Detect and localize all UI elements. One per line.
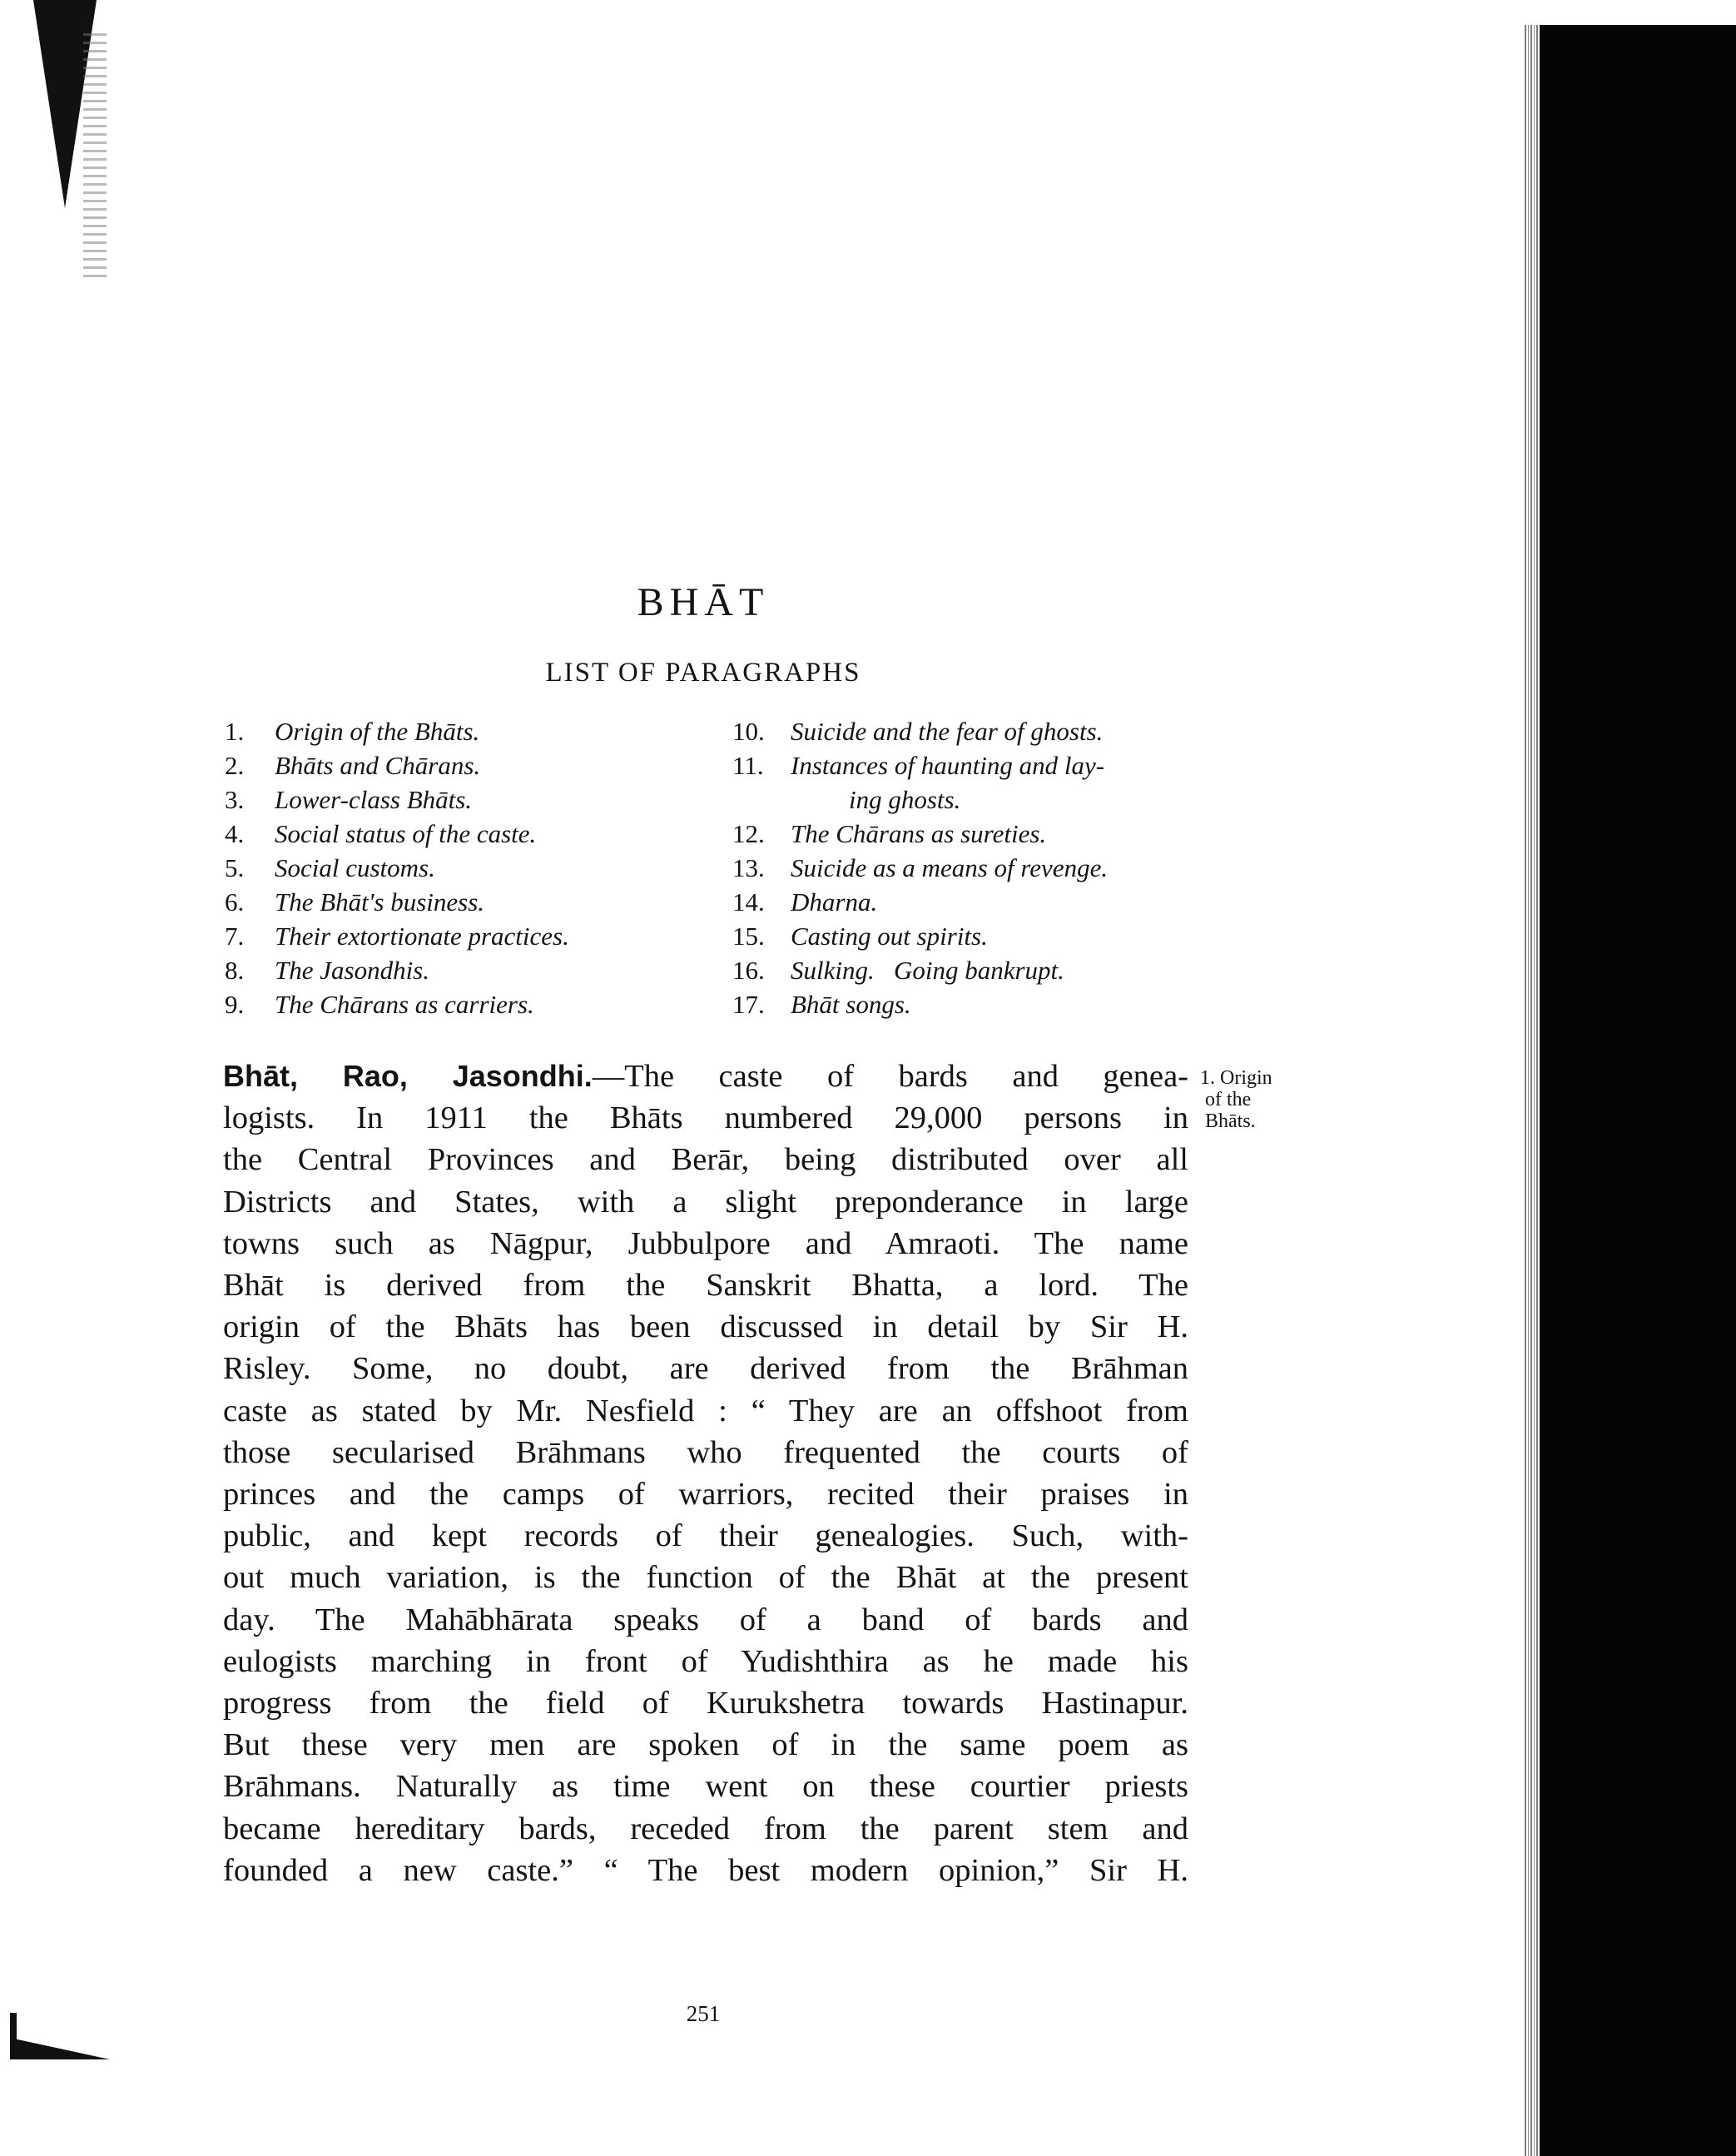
toc-number: 7. xyxy=(225,922,245,951)
toc-number: 8. xyxy=(225,956,245,985)
toc-item xyxy=(225,817,691,851)
body-line: became hereditary bards, receded from the parent stem and xyxy=(223,1811,1188,1846)
scan-corner-mark-bottom xyxy=(10,2038,110,2059)
toc-number: 13. xyxy=(732,853,765,882)
toc-item xyxy=(732,748,1215,817)
toc-item xyxy=(732,919,1215,953)
toc-number: 15. xyxy=(732,922,765,951)
toc-item xyxy=(732,953,1215,987)
toc-item xyxy=(225,714,691,748)
toc-number: 9. xyxy=(225,990,245,1019)
toc-number: 10. xyxy=(732,717,765,746)
body-line: the Central Provinces and Berār, being distributed over all xyxy=(223,1142,1188,1178)
toc-item xyxy=(225,987,691,1021)
body-line: those secularised Brāhmans who frequented the courts of xyxy=(223,1434,1188,1470)
body-line: But these very men are spoken of in the same poem as xyxy=(223,1727,1188,1763)
toc-title: The Bhāt's business. xyxy=(275,887,485,917)
toc-title: Bhāt songs. xyxy=(791,990,911,1019)
toc-item xyxy=(225,885,691,919)
toc-title-wrapped xyxy=(732,748,1215,817)
toc-number: 1. xyxy=(225,717,245,746)
toc-title: Suicide and the fear of ghosts. xyxy=(791,717,1104,746)
toc-item xyxy=(225,851,691,885)
body-line: out much variation, is the function of the Bhāt at the present xyxy=(223,1560,1188,1596)
scan-corner-fringe xyxy=(83,33,107,283)
toc-item xyxy=(732,851,1215,885)
toc-title: The Chārans as sureties. xyxy=(791,819,1047,848)
body-line xyxy=(223,1056,1188,1097)
toc-left-column xyxy=(225,714,691,1021)
body-line: caste as stated by Mr. Nesfield : “ They are an offshoot from xyxy=(223,1393,1188,1428)
body-line: day. The Mahābhārata speaks of a band of bards and xyxy=(223,1602,1188,1637)
toc-number: 4. xyxy=(225,819,245,848)
toc-title: Their extortionate practices. xyxy=(275,922,569,951)
toc-title: Origin of the Bhāts. xyxy=(275,717,480,746)
body-line: Risley. Some, no doubt, are derived from the Brāhman xyxy=(223,1351,1188,1387)
body-line: public, and kept records of their genealogies. Such, with- xyxy=(223,1518,1188,1554)
body-line: eulogists marching in front of Yudishthira as he made his xyxy=(223,1643,1188,1679)
toc-number: 5. xyxy=(225,853,245,882)
toc-number: 11. xyxy=(732,751,764,780)
margin-note xyxy=(1200,1067,1317,1132)
toc-number: 12. xyxy=(732,819,765,848)
toc-item xyxy=(732,987,1215,1021)
body-text xyxy=(223,1056,1188,1891)
toc-number: 6. xyxy=(225,887,245,917)
toc-title: The Jasondhis. xyxy=(275,956,429,985)
page-number: 251 xyxy=(686,2001,721,2026)
toc-item xyxy=(732,885,1215,919)
toc-item xyxy=(225,953,691,987)
book-spine-shadow xyxy=(1540,25,1736,2156)
body-line: origin of the Bhāts has been discussed in detail by Sir H. xyxy=(223,1309,1188,1345)
toc-number: 2. xyxy=(225,751,245,780)
margin-note-line: 1. Origin xyxy=(1200,1067,1272,1089)
toc-title-continuation: ing ghosts. xyxy=(849,785,961,814)
toc-title: Social customs. xyxy=(275,853,435,882)
margin-note-line: Bhāts. xyxy=(1205,1110,1256,1132)
toc-title: Casting out spirits. xyxy=(791,922,988,951)
toc-title: Bhāts and Chārans. xyxy=(275,751,481,780)
toc-number: 17. xyxy=(732,990,765,1019)
toc-title: Dharna. xyxy=(791,887,878,917)
toc-item xyxy=(732,817,1215,851)
body-line: progress from the field of Kurukshetra towards Hastinapur. xyxy=(223,1686,1188,1721)
body-line-text: —The caste of bards and genea- xyxy=(592,1059,1189,1094)
body-line: Brāhmans. Naturally as time went on these courtier priests xyxy=(223,1769,1188,1805)
body-line: princes and the camps of warriors, recited their praises in xyxy=(223,1477,1188,1513)
body-line: Bhāt is derived from the Sanskrit Bhatta, a lord. The xyxy=(223,1268,1188,1304)
toc-title: Lower-class Bhāts. xyxy=(275,785,473,814)
body-line: founded a new caste.” “ The best modern opinion,” Sir H. xyxy=(223,1852,1188,1888)
body-line: towns such as Nāgpur, Jubbulpore and Amraoti. The name xyxy=(223,1225,1188,1261)
toc-item xyxy=(225,919,691,953)
list-of-paragraphs-heading: LIST OF PARAGRAPHS xyxy=(545,658,861,688)
toc-number: 14. xyxy=(732,887,765,917)
toc-item xyxy=(225,748,691,782)
margin-note-line: of the xyxy=(1205,1089,1252,1110)
body-line: Districts and States, with a slight preponderance in large xyxy=(223,1184,1188,1220)
toc-title: Suicide as a means of revenge. xyxy=(791,853,1109,882)
toc-number: 16. xyxy=(732,956,765,985)
toc-number: 3. xyxy=(225,785,245,814)
toc-title: Instances of haunting and lay- xyxy=(791,751,1105,780)
toc-title: Sulking. Going bankrupt. xyxy=(791,956,1064,985)
toc-item xyxy=(732,714,1215,748)
chapter-title: BHĀT xyxy=(637,580,770,625)
toc-right-column xyxy=(732,714,1215,1021)
body-line: logists. In 1911 the Bhāts numbered 29,000 persons in xyxy=(223,1100,1188,1136)
toc-title: The Chārans as carriers. xyxy=(275,990,534,1019)
toc-item xyxy=(225,782,691,817)
toc-title: Social status of the caste. xyxy=(275,819,537,848)
entry-heading: Bhāt, Rao, Jasondhi. xyxy=(223,1059,593,1093)
